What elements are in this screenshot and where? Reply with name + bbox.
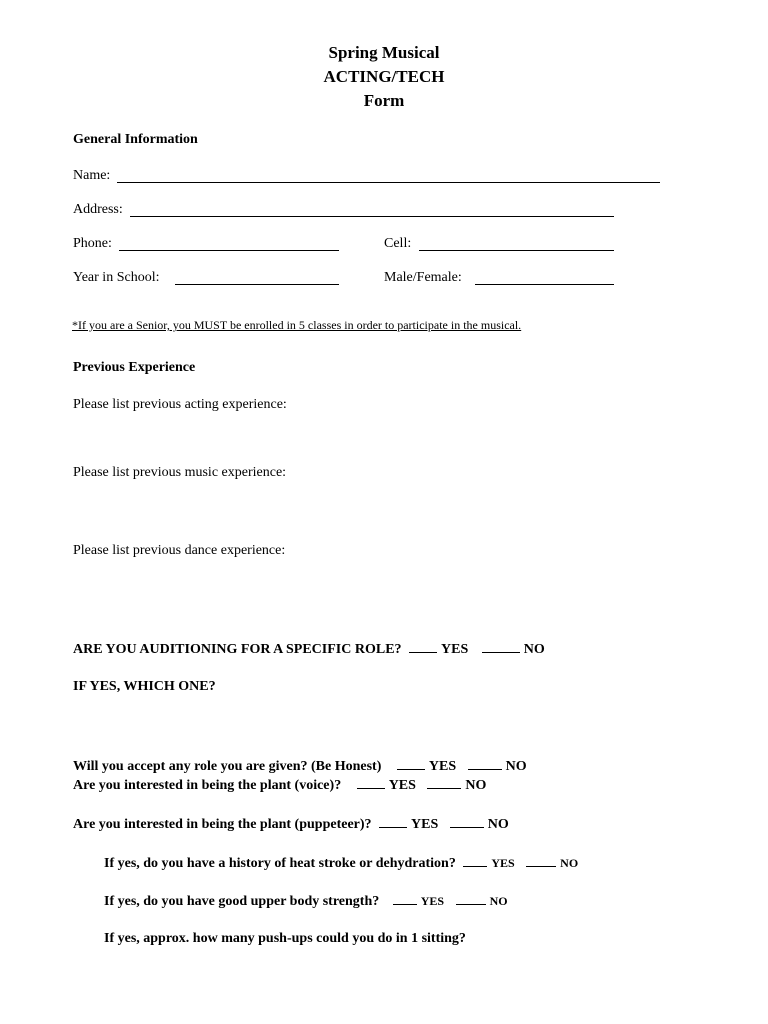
- cell-field[interactable]: [419, 250, 614, 251]
- accept-role-question: Will you accept any role you are given? (Be Honest) YES NO: [73, 759, 527, 774]
- upper-body-no-blank[interactable]: [456, 892, 486, 905]
- plant-voice-no-blank[interactable]: [427, 776, 461, 789]
- heat-stroke-question: If yes, do you have a history of heat stroke or dehydration? YES NO: [104, 856, 579, 871]
- accept-role-yes-blank[interactable]: [397, 757, 425, 770]
- heat-stroke-no-blank[interactable]: [526, 854, 556, 867]
- form-title-line3: Form: [363, 91, 405, 110]
- name-label: Name:: [73, 168, 111, 183]
- plant-puppeteer-no-blank[interactable]: [450, 815, 484, 828]
- phone-label: Phone:: [73, 236, 112, 251]
- music-experience-prompt: Please list previous music experience:: [73, 465, 287, 480]
- gender-label: Male/Female:: [384, 270, 462, 285]
- address-field[interactable]: [130, 216, 614, 217]
- phone-field[interactable]: [119, 250, 339, 251]
- general-info-heading: General Information: [73, 132, 198, 147]
- upper-body-yes-blank[interactable]: [393, 892, 417, 905]
- pushups-question: If yes, approx. how many push-ups could you do in 1 sitting?: [104, 931, 466, 946]
- specific-role-no-blank[interactable]: [482, 640, 520, 653]
- accept-role-no-blank[interactable]: [468, 757, 502, 770]
- year-field[interactable]: [175, 284, 339, 285]
- specific-role-question: ARE YOU AUDITIONING FOR A SPECIFIC ROLE? YES NO: [73, 642, 545, 657]
- which-role-question: IF YES, WHICH ONE?: [73, 679, 216, 694]
- address-label: Address:: [73, 202, 123, 217]
- form-title-line1: Spring Musical: [328, 43, 440, 62]
- cell-label: Cell:: [384, 236, 412, 251]
- gender-field[interactable]: [475, 284, 614, 285]
- acting-experience-prompt: Please list previous acting experience:: [73, 397, 287, 412]
- plant-puppeteer-yes-blank[interactable]: [379, 815, 407, 828]
- plant-voice-question: Are you interested in being the plant (voice)? YES NO: [73, 778, 487, 793]
- senior-note: *If you are a Senior, you MUST be enrolled in 5 classes in order to participate in the musical.: [72, 318, 522, 332]
- name-field[interactable]: [117, 182, 660, 183]
- year-label: Year in School:: [73, 270, 160, 285]
- upper-body-question: If yes, do you have good upper body strength? YES NO: [104, 894, 508, 909]
- dance-experience-prompt: Please list previous dance experience:: [73, 543, 286, 558]
- heat-stroke-yes-blank[interactable]: [463, 854, 487, 867]
- plant-puppeteer-question: Are you interested in being the plant (puppeteer)? YES NO: [73, 817, 509, 832]
- form-title-line2: ACTING/TECH: [323, 67, 445, 86]
- specific-role-yes-blank[interactable]: [409, 640, 437, 653]
- previous-experience-heading: Previous Experience: [73, 360, 196, 375]
- plant-voice-yes-blank[interactable]: [357, 776, 385, 789]
